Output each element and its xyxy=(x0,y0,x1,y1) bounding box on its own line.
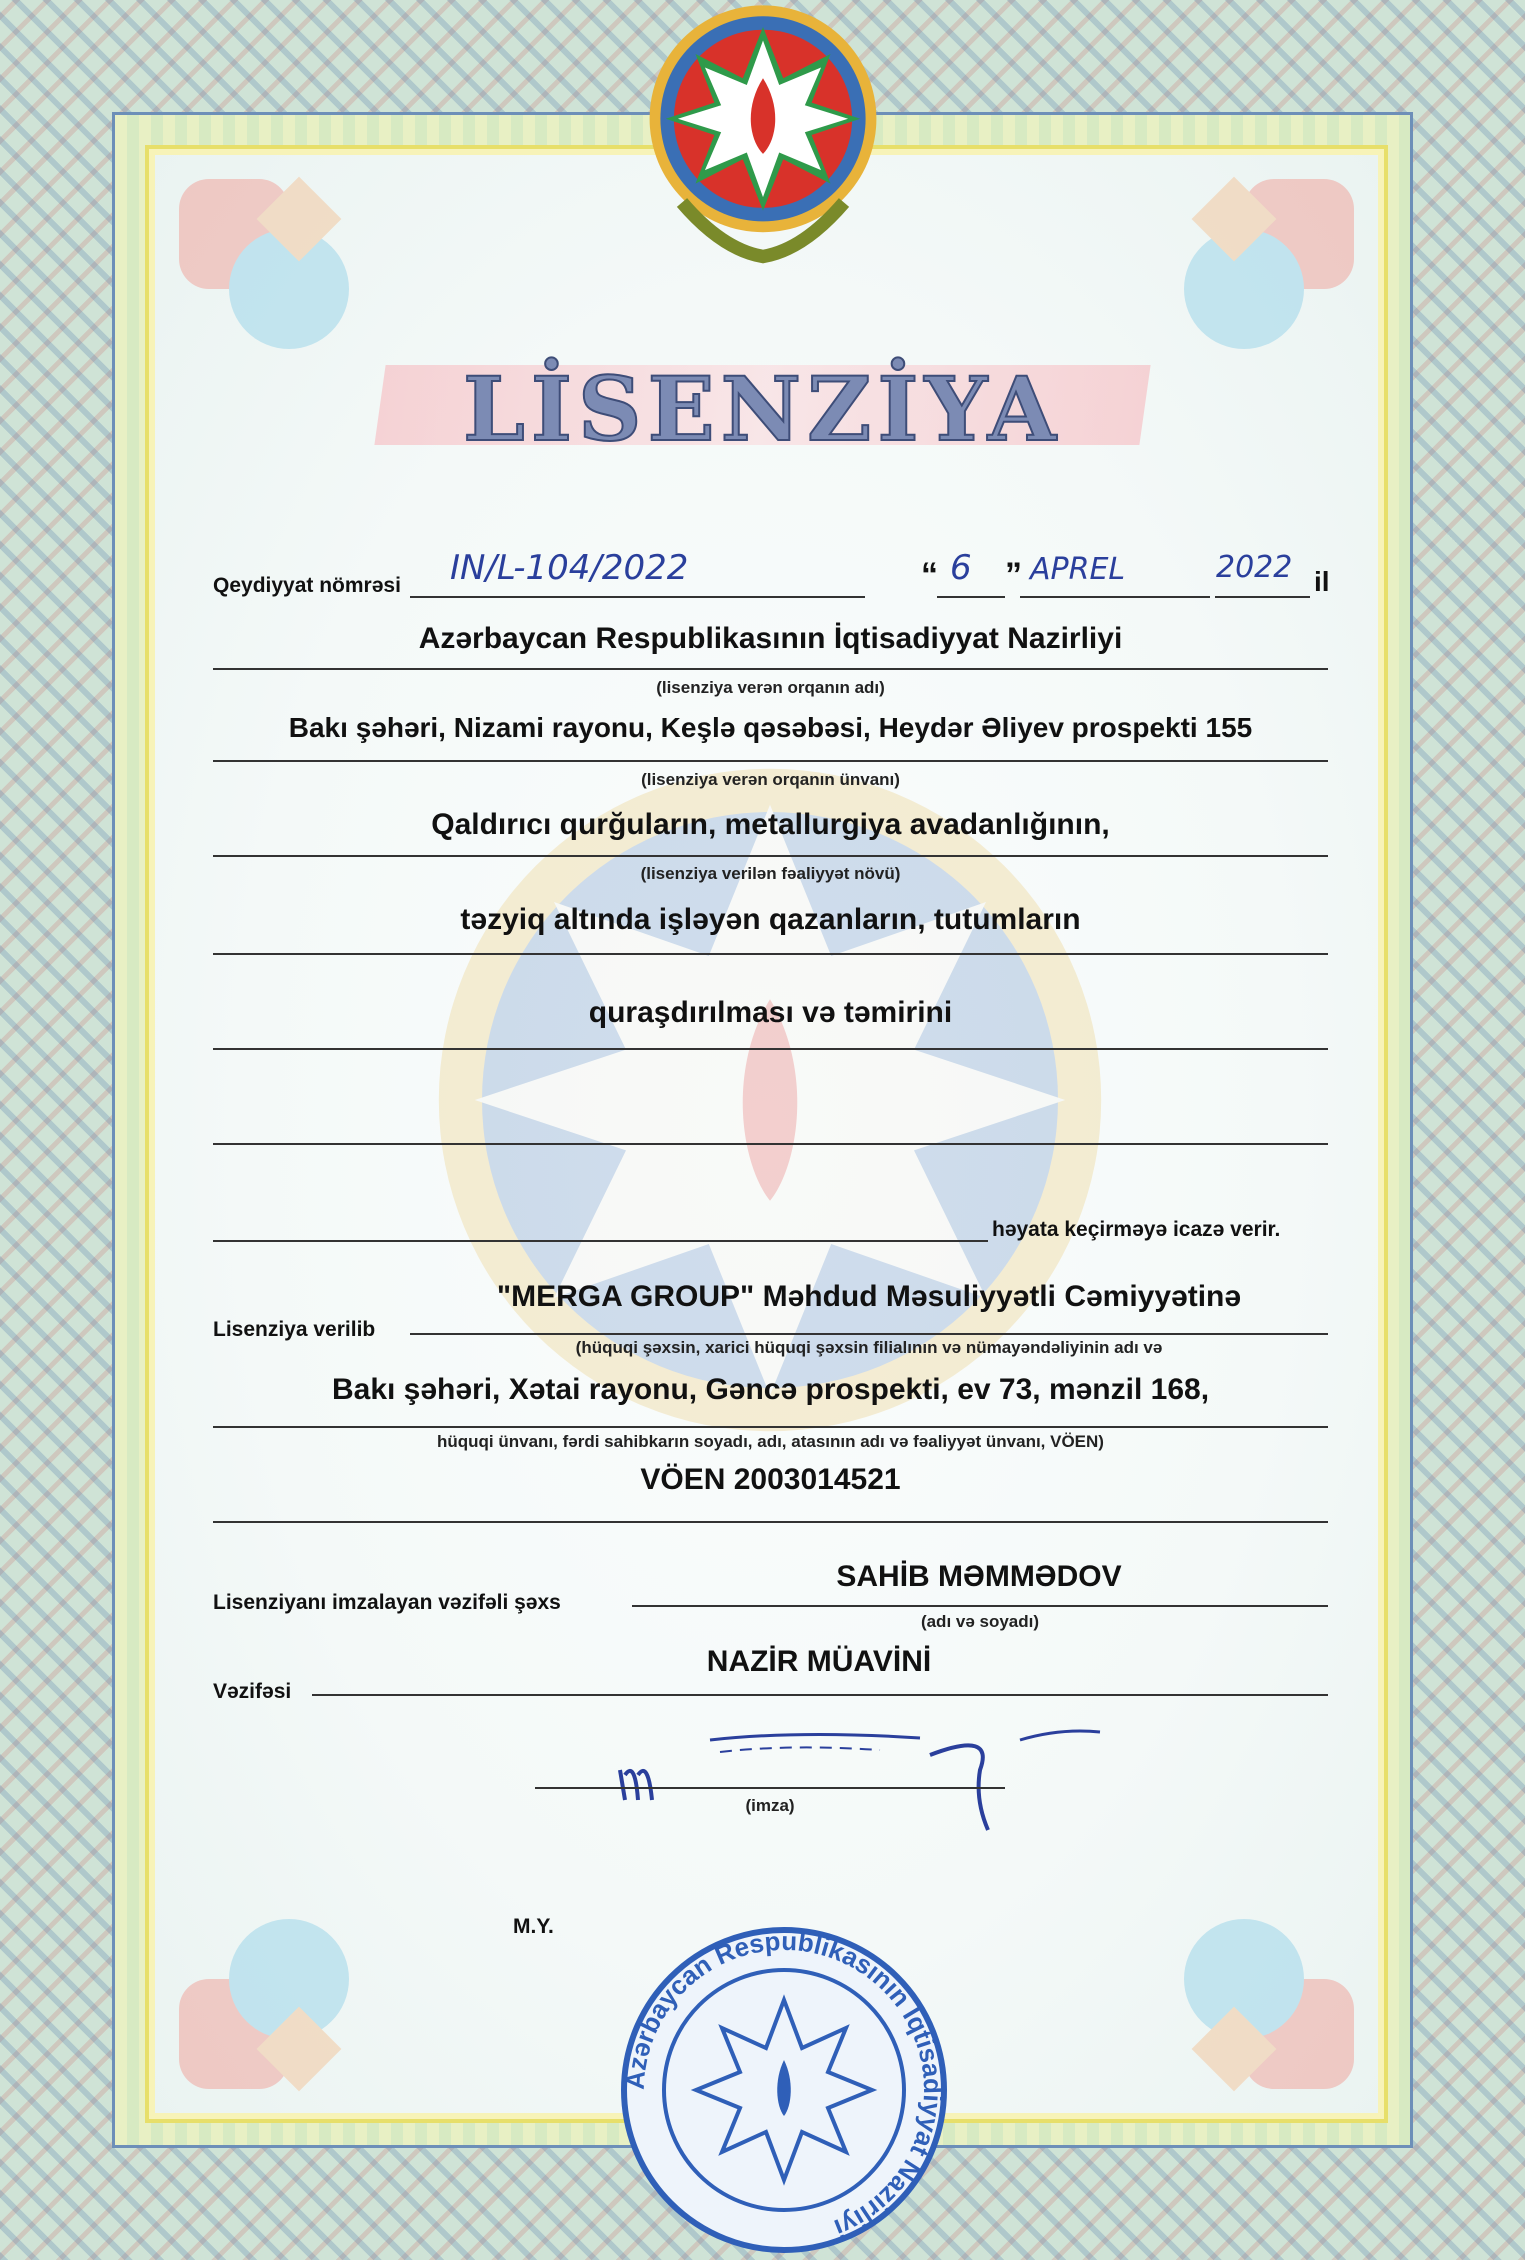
issuer-name-line xyxy=(213,668,1328,670)
month-underline xyxy=(1020,596,1210,598)
position-label: Vəzifəsi xyxy=(213,1680,292,1703)
title-banner xyxy=(380,345,1145,465)
activity-line-3: quraşdırılması və təmirini xyxy=(588,996,953,1029)
issuer-address-caption: (lisenziya verən orqanın ünvanı) xyxy=(641,770,900,789)
activity-caption: (lisenziya verilən fəaliyyət növü) xyxy=(640,864,901,883)
registration-underline xyxy=(410,596,865,598)
licensee-label: Lisenziya verilib xyxy=(213,1318,376,1341)
open-quote: “ xyxy=(921,556,938,594)
year-underline xyxy=(1215,596,1310,598)
registration-day: 6 xyxy=(950,548,972,588)
signatory-name-line xyxy=(632,1605,1328,1607)
activity-line-2: təzyiq altında işləyən qazanların, tutumların xyxy=(460,903,1081,936)
signatory-position: NAZİR MÜAVİNİ xyxy=(706,1645,932,1678)
activity-line-2-underline xyxy=(213,953,1328,955)
licensee-address-line xyxy=(213,1426,1328,1428)
issuer-address-line xyxy=(213,760,1328,762)
licensee-address: Bakı şəhəri, Xətai rayonu, Gəncə prospekti, ev 73, mənzil 168, xyxy=(331,1373,1210,1406)
official-seal xyxy=(614,1920,954,2260)
signature-caption: (imza) xyxy=(745,1796,795,1815)
activity-line-1: Qaldırıcı qurğuların, metallurgiya avadanlığının, xyxy=(431,808,1110,841)
activity-permission: həyata keçirməyə icazə verir. xyxy=(992,1218,1281,1241)
registration-year: 2022 xyxy=(1216,550,1293,585)
stamp-label: M.Y. xyxy=(513,1915,554,1938)
activity-end-line xyxy=(213,1240,988,1242)
document-title: LİSENZİYA xyxy=(463,357,1062,461)
signatory-label: Lisenziyanı imzalayan vəzifəli şəxs xyxy=(213,1591,561,1614)
licensee-name: "MERGA GROUP" Məhdud Məsuliyyətli Cəmiyyətinə xyxy=(496,1280,1242,1313)
ornament-bottom-right xyxy=(1144,1879,1374,2109)
signature-line xyxy=(535,1787,1005,1789)
issuer-name: Azərbaycan Respublikasının İqtisadiyyat Nazirliyi xyxy=(418,622,1123,655)
licensee-name-caption: (hüquqi şəxsin, xarici hüquqi şəxsin filialının və nümayəndəliyinin adı və xyxy=(575,1338,1163,1357)
activity-line-1-underline xyxy=(213,855,1328,857)
activity-blank-line xyxy=(213,1143,1328,1145)
handwritten-signature xyxy=(600,1720,1120,1840)
ornament-top-left xyxy=(159,159,389,389)
close-quote: ” xyxy=(1005,556,1022,594)
signatory-name: SAHİB MƏMMƏDOV xyxy=(836,1560,1122,1593)
registration-number: IN/L-104/2022 xyxy=(450,548,689,588)
day-underline xyxy=(937,596,1005,598)
seal-ring-text: Azərbaycan Respublikasının İqtisadiyyat Nazirliyi xyxy=(619,1925,949,2244)
licensee-name-line xyxy=(410,1333,1328,1335)
issuer-address: Bakı şəhəri, Nizami rayonu, Keşlə qəsəbəsi, Heydər Əliyev prospekti 155 xyxy=(288,712,1253,743)
position-line xyxy=(312,1694,1328,1696)
ornament-top-right xyxy=(1144,159,1374,389)
registration-month: APREL xyxy=(1030,552,1126,587)
licensee-address-caption: hüquqi ünvanı, fərdi sahibkarın soyadı, adı, atasının adı və fəaliyyət ünvanı, VÖEN) xyxy=(437,1432,1104,1451)
activity-line-3-underline xyxy=(213,1048,1328,1050)
licensee-tax-id: VÖEN 2003014521 xyxy=(640,1463,901,1496)
signatory-name-caption: (adı və soyadı) xyxy=(920,1612,1040,1631)
national-emblem xyxy=(628,0,898,270)
registration-label: Qeydiyyat nömrəsi xyxy=(213,574,401,597)
ornament-bottom-left xyxy=(159,1879,389,2109)
year-suffix: il xyxy=(1314,566,1330,597)
licensee-tax-line xyxy=(213,1521,1328,1523)
issuer-name-caption: (lisenziya verən orqanın adı) xyxy=(656,678,885,697)
